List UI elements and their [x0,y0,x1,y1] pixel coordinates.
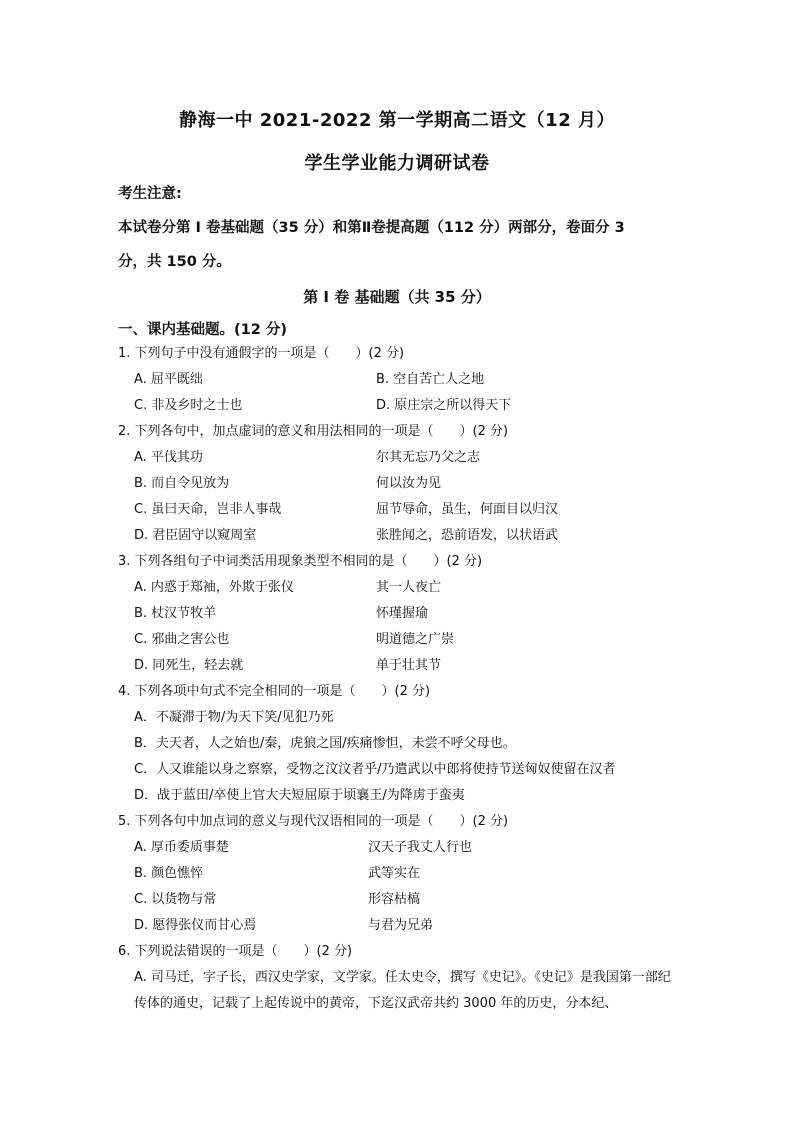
question-5-option-b-right: 武等实在 [368,866,421,881]
question-5-option-c-left: C. 以货物与常 [134,892,217,907]
question-5-option-b-left: B. 颜色憔悴 [134,866,204,881]
notice-line-1: 本试卷分第 I 卷基础题（35 分）和第Ⅱ卷提高题（112 分）两部分，卷面分 3 [118,220,625,236]
question-5-option-d-right: 与君为兄弟 [368,918,434,933]
question-3-option-c-right: 明道德之广崇 [376,632,455,647]
question-2-option-b-left: B. 而自令见放为 [134,476,230,491]
section-1-title: 一、课内基础题。(12 分) [118,322,287,338]
question-6-stem: 6. 下列说法错误的一项是（ ）(2 分) [118,944,353,959]
question-2-option-d-left: D. 君臣固守以窥周室 [134,528,257,543]
question-2-stem: 2. 下列各句中，加点虚词的意义和用法相同的一项是（ ）(2 分) [118,424,509,439]
question-3-option-d-right: 单于壮其节 [376,658,442,673]
question-4-option-b: B．夫天者，人之始也/秦，虎狼之国/疾痛惨怛，未尝不呼父母也。 [134,736,516,751]
question-5-option-a-right: 汉天子我丈人行也 [368,840,473,855]
question-5-option-a-left: A. 厚币委质事楚 [134,840,229,855]
question-2-option-b-right: 何以汝为见 [376,476,442,491]
question-1-option-d: D. 原庄宗之所以得天下 [376,398,512,413]
question-6-option-a-text: A. 司马迁，字子长，西汉史学家，文学家。任太史令，撰写《史记》。《史记》是我国第一部纪传体的通史，记载了上起传说中的黄帝，下迄汉武帝共约 3000 年的历史，分本纪、 [134,970,671,1011]
question-2-option-c-right: 屈节辱命，虽生，何面目以归汉 [376,502,559,517]
question-2-option-a-right: 尔其无忘乃父之志 [376,450,481,465]
question-4-option-d: D．战于蓝田/卒使上官大夫短屈原于顷襄王/为降虏于蛮夷 [134,788,465,803]
notice-line-2: 分，共 150 分。 [118,254,231,270]
question-1-option-c: C. 非及乡时之士也 [134,398,243,413]
question-4-option-a: A．不凝滞于物/为天下笑/见犯乃死 [134,710,334,725]
question-1-option-a: A. 屈平既绌 [134,372,203,387]
question-5-stem: 5. 下列各句中加点词的意义与现代汉语相同的一项是（ ）(2 分) [118,814,509,829]
question-3-option-a-left: A. 内惑于郑袖，外欺于张仪 [134,580,294,595]
question-6-option-a-paragraph [118,965,678,1017]
part-1-title: 第 I 卷 基础题（共 35 分） [303,288,491,306]
question-3-option-b-left: B. 杖汉节牧羊 [134,606,217,621]
question-2-option-c-left: C. 虽曰天命，岂非人事哉 [134,502,282,517]
question-3-option-b-right: 怀瑾握瑜 [376,606,429,621]
question-3-option-d-left: D. 同死生，轻去就 [134,658,244,673]
question-1-stem: 1. 下列句子中没有通假字的一项是（ ）(2 分) [118,346,405,361]
question-4-stem: 4. 下列各项中句式不完全相同的一项是（ ）(2 分) [118,684,431,699]
question-2-option-a-left: A. 平伐其功 [134,450,203,465]
question-5-option-d-left: D. 愿得张仪而甘心焉 [134,918,257,933]
notice-label: 考生注意: [118,186,182,202]
exam-title: 静海一中 2021-2022 第一学期高二语文（12 月） [178,110,615,131]
question-4-option-c: C．人又谁能以身之察察，受物之汶汶者乎/乃遣武以中郎将使持节送匈奴使留在汉者 [134,762,616,777]
question-5-option-c-right: 形容枯槁 [368,892,421,907]
question-1-option-b: B. 空自苦亡人之地 [376,372,485,387]
question-2-option-d-right: 张胜闻之，恐前语发，以状语武 [376,528,559,543]
exam-subtitle: 学生学业能力调研试卷 [304,153,490,174]
question-3-option-c-left: C. 邪曲之害公也 [134,632,230,647]
question-3-option-a-right: 其一人夜亡 [376,580,442,595]
question-3-stem: 3. 下列各组句子中词类活用现象类型不相同的是（ ）(2 分) [118,554,483,569]
